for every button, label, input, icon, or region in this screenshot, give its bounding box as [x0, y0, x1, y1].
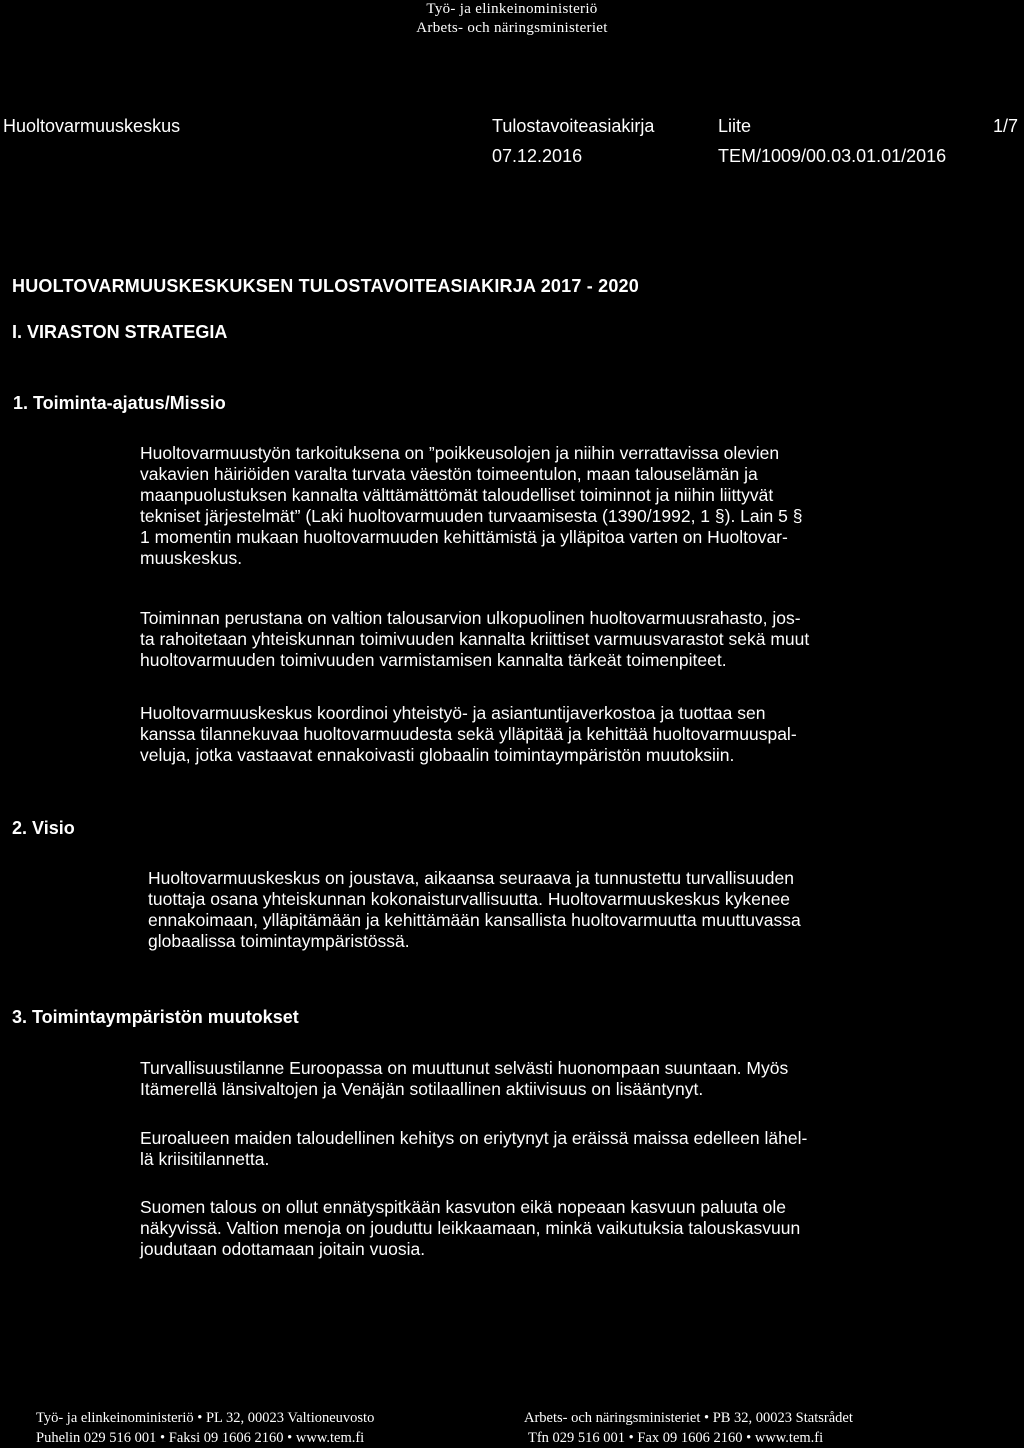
- text-line: veluja, jotka vastaavat ennakoivasti globaalin toimintaympäristön muutoksiin.: [140, 745, 735, 765]
- text-line: Euroalueen maiden taloudellinen kehitys on eriytynyt ja eräissä maissa edelleen lähel-: [140, 1128, 808, 1148]
- text-line: Itämerellä länsivaltojen ja Venäjän sotilaallinen aktiivisuus on lisääntynyt.: [140, 1079, 704, 1099]
- text-line: muuskeskus.: [140, 548, 243, 568]
- document-title: HUOLTOVARMUUSKESKUKSEN TULOSTAVOITEASIAKIRJA 2017 - 2020: [12, 276, 639, 296]
- mission-paragraph-1: [140, 443, 802, 569]
- text-line: joudutaan odottamaan joitain vuosia.: [140, 1239, 426, 1259]
- reference-number: TEM/1009/00.03.01.01/2016: [718, 146, 947, 166]
- text-line: vakavien häiriöiden varalta turvata väestön toimeentulon, maan talouselämän ja: [140, 464, 758, 484]
- text-line: Huoltovarmuuskeskus on joustava, aikaansa seuraava ja tunnustettu turvallisuuden: [148, 868, 794, 888]
- footer-sv-contact: Tfn 029 516 001 • Fax 09 1606 2160 • www.tem.fi: [528, 1430, 824, 1446]
- section-heading-environment: 3. Toimintaympäristön muutokset: [12, 1007, 299, 1027]
- document-date: 07.12.2016: [492, 146, 583, 166]
- page-number: 1/7: [992, 116, 1018, 136]
- document-type: Tulostavoiteasiakirja: [492, 116, 655, 136]
- vision-paragraph: [148, 868, 801, 952]
- text-line: tuottaja osana yhteiskunnan kokonaisturvallisuutta. Huoltovarmuuskeskus kykenee: [148, 889, 791, 909]
- text-line: kanssa tilannekuvaa huoltovarmuudesta sekä ylläpitää ja kehittää huoltovarmuuspal-: [140, 724, 797, 744]
- ministry-name-sv: Arbets- och näringsministeriet: [416, 20, 608, 36]
- footer-sv-address: Arbets- och näringsministeriet • PB 32, 00023 Statsrådet: [524, 1410, 853, 1426]
- text-line: maanpuolustuksen kannalta välttämättömät taloudelliset toiminnot ja niihin liittyvät: [140, 485, 774, 505]
- text-line: ennakoimaan, ylläpitämään ja kehittämään kansallista huoltovarmuutta muuttuvassa: [148, 910, 801, 930]
- environment-paragraph-1: [140, 1058, 788, 1100]
- part-heading: I. VIRASTON STRATEGIA: [12, 322, 228, 342]
- mission-paragraph-2: [140, 608, 809, 671]
- text-line: näkyvissä. Valtion menoja on jouduttu leikkaamaan, minkä vaikutuksia talouskasvuun: [140, 1218, 801, 1238]
- text-line: Suomen talous on ollut ennätyspitkään kasvuton eikä nopeaan kasvuun paluuta ole: [140, 1197, 787, 1217]
- agency-name: Huoltovarmuuskeskus: [3, 116, 181, 136]
- ministry-name-fi: Työ- ja elinkeinoministeriö: [426, 1, 598, 17]
- text-line: huoltovarmuuden toimivuuden varmistamisen kannalta tärkeät toimenpiteet.: [140, 650, 727, 670]
- text-line: 1 momentin mukaan huoltovarmuuden kehittämistä ja ylläpitoa varten on Huoltovar-: [140, 527, 788, 547]
- text-line: ta rahoitetaan yhteiskunnan toimivuuden kannalta kriittiset varmuusvarastot sekä muut: [140, 629, 810, 649]
- environment-paragraph-2: [140, 1128, 807, 1170]
- text-line: Turvallisuustilanne Euroopassa on muuttunut selvästi huonompaan suuntaan. Myös: [140, 1058, 789, 1078]
- mission-paragraph-3: [140, 703, 797, 766]
- text-line: lä kriisitilannetta.: [140, 1149, 270, 1169]
- appendix-label: Liite: [718, 116, 752, 136]
- text-line: Toiminnan perustana on valtion talousarvion ulkopuolinen huoltovarmuusrahasto, jos-: [140, 608, 801, 628]
- text-line: globaalissa toimintaympäristössä.: [148, 931, 410, 951]
- footer-fi-contact: Puhelin 029 516 001 • Faksi 09 1606 2160 • www.tem.fi: [36, 1430, 365, 1446]
- text-line: Huoltovarmuuskeskus koordinoi yhteistyö- ja asiantuntijaverkostoa ja tuottaa sen: [140, 703, 766, 723]
- text-line: Huoltovarmuustyön tarkoituksena on ”poikkeusolojen ja niihin verrattavissa olevien: [140, 443, 780, 463]
- section-heading-mission: 1. Toiminta-ajatus/Missio: [13, 393, 226, 413]
- text-line: tekniset järjestelmät” (Laki huoltovarmuuden turvaamisesta (1390/1992, 1 §). Lain 5 §: [140, 506, 803, 526]
- section-heading-vision: 2. Visio: [12, 818, 75, 838]
- environment-paragraph-3: [140, 1197, 800, 1260]
- footer-fi-address: Työ- ja elinkeinoministeriö • PL 32, 00023 Valtioneuvosto: [36, 1410, 375, 1426]
